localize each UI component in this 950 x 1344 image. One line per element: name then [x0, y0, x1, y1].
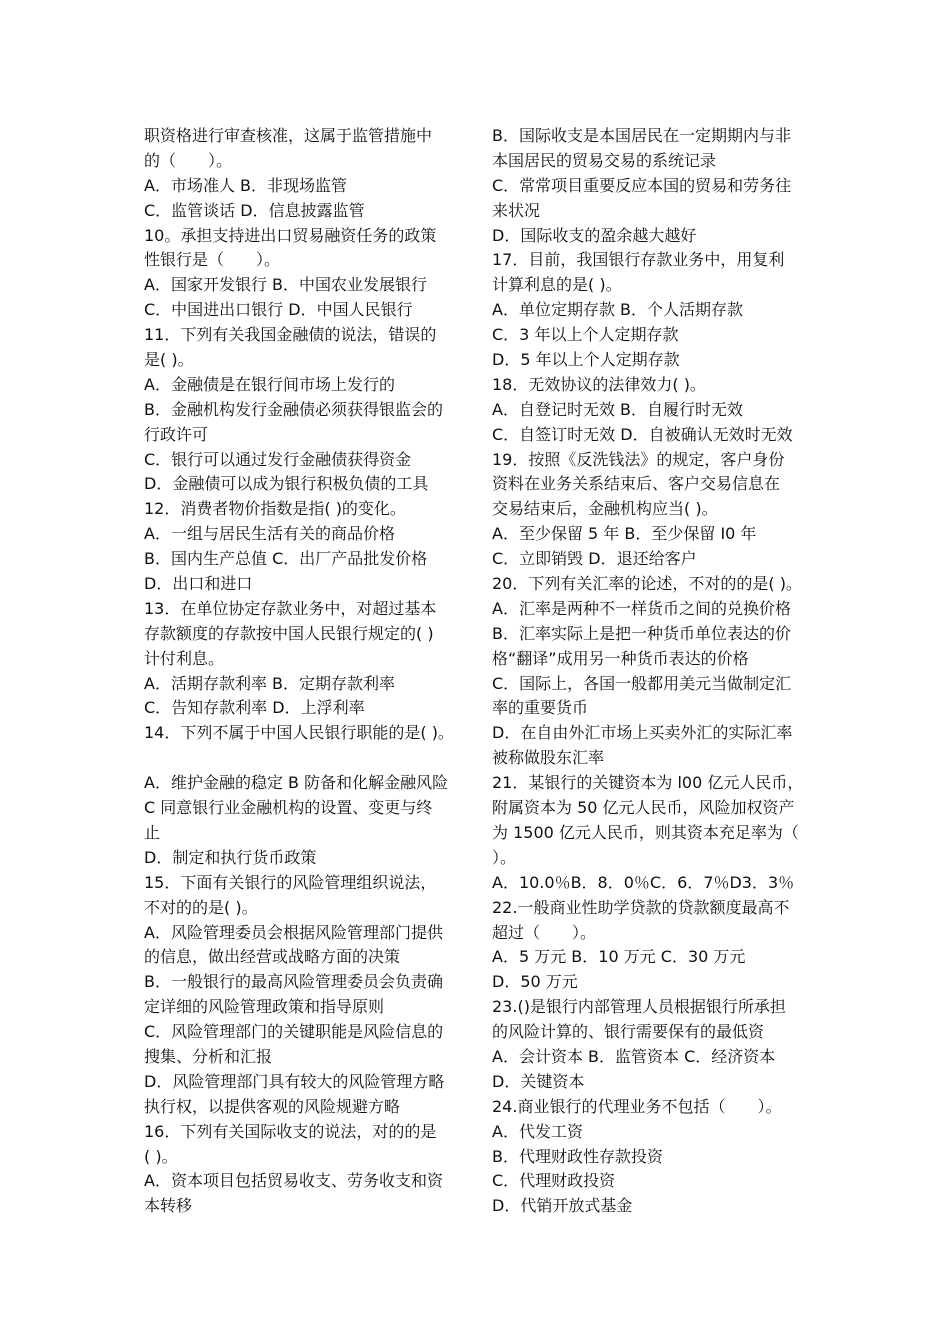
- left-text-line: A．国家开发银行 B．中国农业发展银行: [144, 275, 428, 295]
- right-text-line: 20．下列有关汇率的论述，不对的的是( )。: [492, 574, 802, 594]
- right-text-line: 23.()是银行内部管理人员根据银行所承担: [492, 997, 786, 1017]
- left-text-line: 性银行是（ ）。: [144, 250, 281, 270]
- left-text-line: 13．在单位协定存款业务中，对超过基本: [144, 598, 437, 618]
- left-text-line: 的（ ）。: [144, 150, 233, 170]
- left-text-line: 定详细的风险管理政策和指导原则: [144, 997, 385, 1017]
- left-text-line: 职资格进行审查核准，这属于监管措施中: [144, 126, 433, 145]
- left-blank-line: [144, 746, 474, 771]
- right-text-line: D．关键资本: [492, 1071, 585, 1091]
- left-text-line: 16．下列有关国际收支的说法，对的的是: [144, 1121, 437, 1141]
- right-text-line: ）。: [492, 847, 517, 867]
- right-text-line: A．至少保留 5 年 B．至少保留 I0 年: [492, 524, 757, 544]
- right-text-line: A．代发工资: [492, 1121, 583, 1141]
- left-text-line: 搜集、分析和汇报: [144, 1046, 273, 1066]
- right-text-line: 率的重要货币: [492, 698, 589, 718]
- right-text-line: 资料在业务关系结束后、客户交易信息在: [492, 474, 781, 494]
- right-text-line: D．国际收支的盈余越大越好: [492, 225, 697, 245]
- left-text-line: A．维护金融的稳定 B 防备和化解金融风险: [144, 773, 449, 793]
- right-text-line: A．汇率是两种不一样货币之间的兑换价格: [492, 598, 791, 618]
- left-text-line: D．出口和进口: [144, 574, 253, 594]
- right-text-line: 交易结束后，金融机构应当( )。: [492, 499, 718, 519]
- left-text-line: ( )。: [144, 1146, 178, 1166]
- right-text-line: 24.商业银行的代理业务不包括（ ）。: [492, 1096, 782, 1116]
- left-text-line: C．监管谈话 D．信息披露监管: [144, 200, 365, 220]
- right-text-line: 22.一般商业性助学贷款的贷款额度最高不: [492, 897, 790, 917]
- left-text-line: C 同意银行业金融机构的设置、变更与终: [144, 798, 433, 818]
- right-text-line: C．代理财政投资: [492, 1171, 616, 1191]
- right-text-line: C．立即销毁 D．退还给客户: [492, 549, 697, 569]
- left-text-line: 本转移: [144, 1196, 193, 1216]
- right-text-line: D．代销开放式基金: [492, 1196, 633, 1216]
- left-text-line: A．资本项目包括贸易收支、劳务收支和资: [144, 1171, 443, 1191]
- left-text-line: 12．消费者物价指数是指( )的变化。: [144, 499, 406, 519]
- right-text-line: A．自登记时无效 B．自履行时无效: [492, 399, 744, 419]
- right-text-line: 来状况: [492, 200, 541, 220]
- right-text-line: 格“翻译”成用另一种货币表达的价格: [492, 648, 749, 668]
- right-text-line: C．国际上，各国一般都用美元当做制定汇: [492, 673, 792, 693]
- left-text-line: 不对的的是( )。: [144, 897, 258, 917]
- left-text-line: 10。承担支持进出口贸易融资任务的政策: [144, 225, 437, 245]
- left-text-line: 行政许可: [144, 424, 209, 444]
- left-text-line: B．国内生产总值 C．出厂产品批发价格: [144, 549, 428, 569]
- right-text-line: 本国居民的贸易交易的系统记录: [492, 150, 717, 170]
- left-text-line: 14．下列不属于中国人民银行职能的是( )。: [144, 723, 454, 743]
- left-text-line: C．风险管理部门的关键职能是风险信息的: [144, 1022, 444, 1042]
- right-text-line: A．单位定期存款 B．个人活期存款: [492, 300, 744, 320]
- right-text-line: C．自签订时无效 D．自被确认无效时无效: [492, 424, 793, 444]
- left-text-line: A．金融债是在银行间市场上发行的: [144, 374, 395, 394]
- right-text-line: 19．按照《反洗钱法》的规定，客户身份: [492, 449, 785, 469]
- right-text-line: D．5 年以上个人定期存款: [492, 350, 680, 370]
- right-text-line: 计算利息的是( )。: [492, 275, 622, 295]
- left-text-line: 的信息，做出经营或战略方面的决策: [144, 947, 401, 967]
- left-text-line: D．风险管理部门具有较大的风险管理方略: [144, 1071, 445, 1091]
- left-text-line: B．金融机构发行金融债必须获得银监会的: [144, 399, 443, 419]
- right-text-line: A．会计资本 B．监管资本 C．经济资本: [492, 1046, 776, 1066]
- left-text-line: 存款额度的存款按中国人民银行规定的( ): [144, 623, 434, 643]
- left-text-line: 15．下面有关银行的风险管理组织说法，: [144, 872, 437, 892]
- right-text-line: 的风险计算的、银行需要保有的最低资: [492, 1022, 765, 1042]
- right-text-line: C．3 年以上个人定期存款: [492, 325, 679, 345]
- left-text-line: A．风险管理委员会根据风险管理部门提供: [144, 922, 443, 942]
- left-text-line: 止: [144, 822, 161, 842]
- right-text-line: 附属资本为 50 亿元人民币，风险加权资产: [492, 798, 795, 818]
- right-text-line: C．常常项目重要反应本国的贸易和劳务往: [492, 175, 792, 195]
- right-text-line: 21．某银行的关键资本为 l00 亿元人民币，: [492, 773, 804, 793]
- right-text-line: B．国际收支是本国居民在一定期期内与非: [492, 126, 791, 145]
- left-text-line: C．告知存款利率 D．上浮利率: [144, 698, 365, 718]
- left-column: [144, 124, 474, 1219]
- right-text-line: 超过（ ）。: [492, 922, 597, 942]
- right-column: [492, 124, 822, 1219]
- left-text-line: C．中国进出口银行 D．中国人民银行: [144, 300, 413, 320]
- left-text-line: B．一般银行的最高风险管理委员会负责确: [144, 972, 443, 992]
- right-text-line: 18．无效协议的法律效力( )。: [492, 374, 706, 394]
- left-text-line: 是( )。: [144, 350, 194, 370]
- left-text-line: A．活期存款利率 B．定期存款利率: [144, 673, 396, 693]
- right-text-line: 17．目前，我国银行存款业务中，用复利: [492, 250, 785, 270]
- right-text-line: 被称做股东汇率: [492, 748, 605, 768]
- right-text-line: A．5 万元 B．10 万元 C．30 万元: [492, 947, 746, 967]
- left-text-line: D．制定和执行货币政策: [144, 847, 317, 867]
- left-text-line: A．一组与居民生活有关的商品价格: [144, 524, 395, 544]
- right-text-line: 为 1500 亿元人民币，则其资本充足率为（: [492, 822, 799, 842]
- right-text-line: D．在自由外汇市场上买卖外汇的实际汇率: [492, 723, 793, 743]
- right-text-line: B．代理财政性存款投资: [492, 1146, 663, 1166]
- right-text-line: A．10.0％B．8．0％C．6．7％D3．3％: [492, 872, 795, 892]
- left-text-line: D．金融债可以成为银行积极负债的工具: [144, 474, 429, 494]
- left-text-line: 执行权，以提供客观的风险规避方略: [144, 1096, 401, 1116]
- right-text-line: B．汇率实际上是把一种货币单位表达的价: [492, 623, 791, 643]
- right-text-line: D．50 万元: [492, 972, 578, 992]
- left-text-line: C．银行可以通过发行金融债获得资金: [144, 449, 412, 469]
- left-text-line: 计付利息。: [144, 648, 225, 668]
- left-text-line: A．市场准人 B．非现场监管: [144, 175, 348, 195]
- left-text-line: 11．下列有关我国金融债的说法，错误的: [144, 325, 437, 345]
